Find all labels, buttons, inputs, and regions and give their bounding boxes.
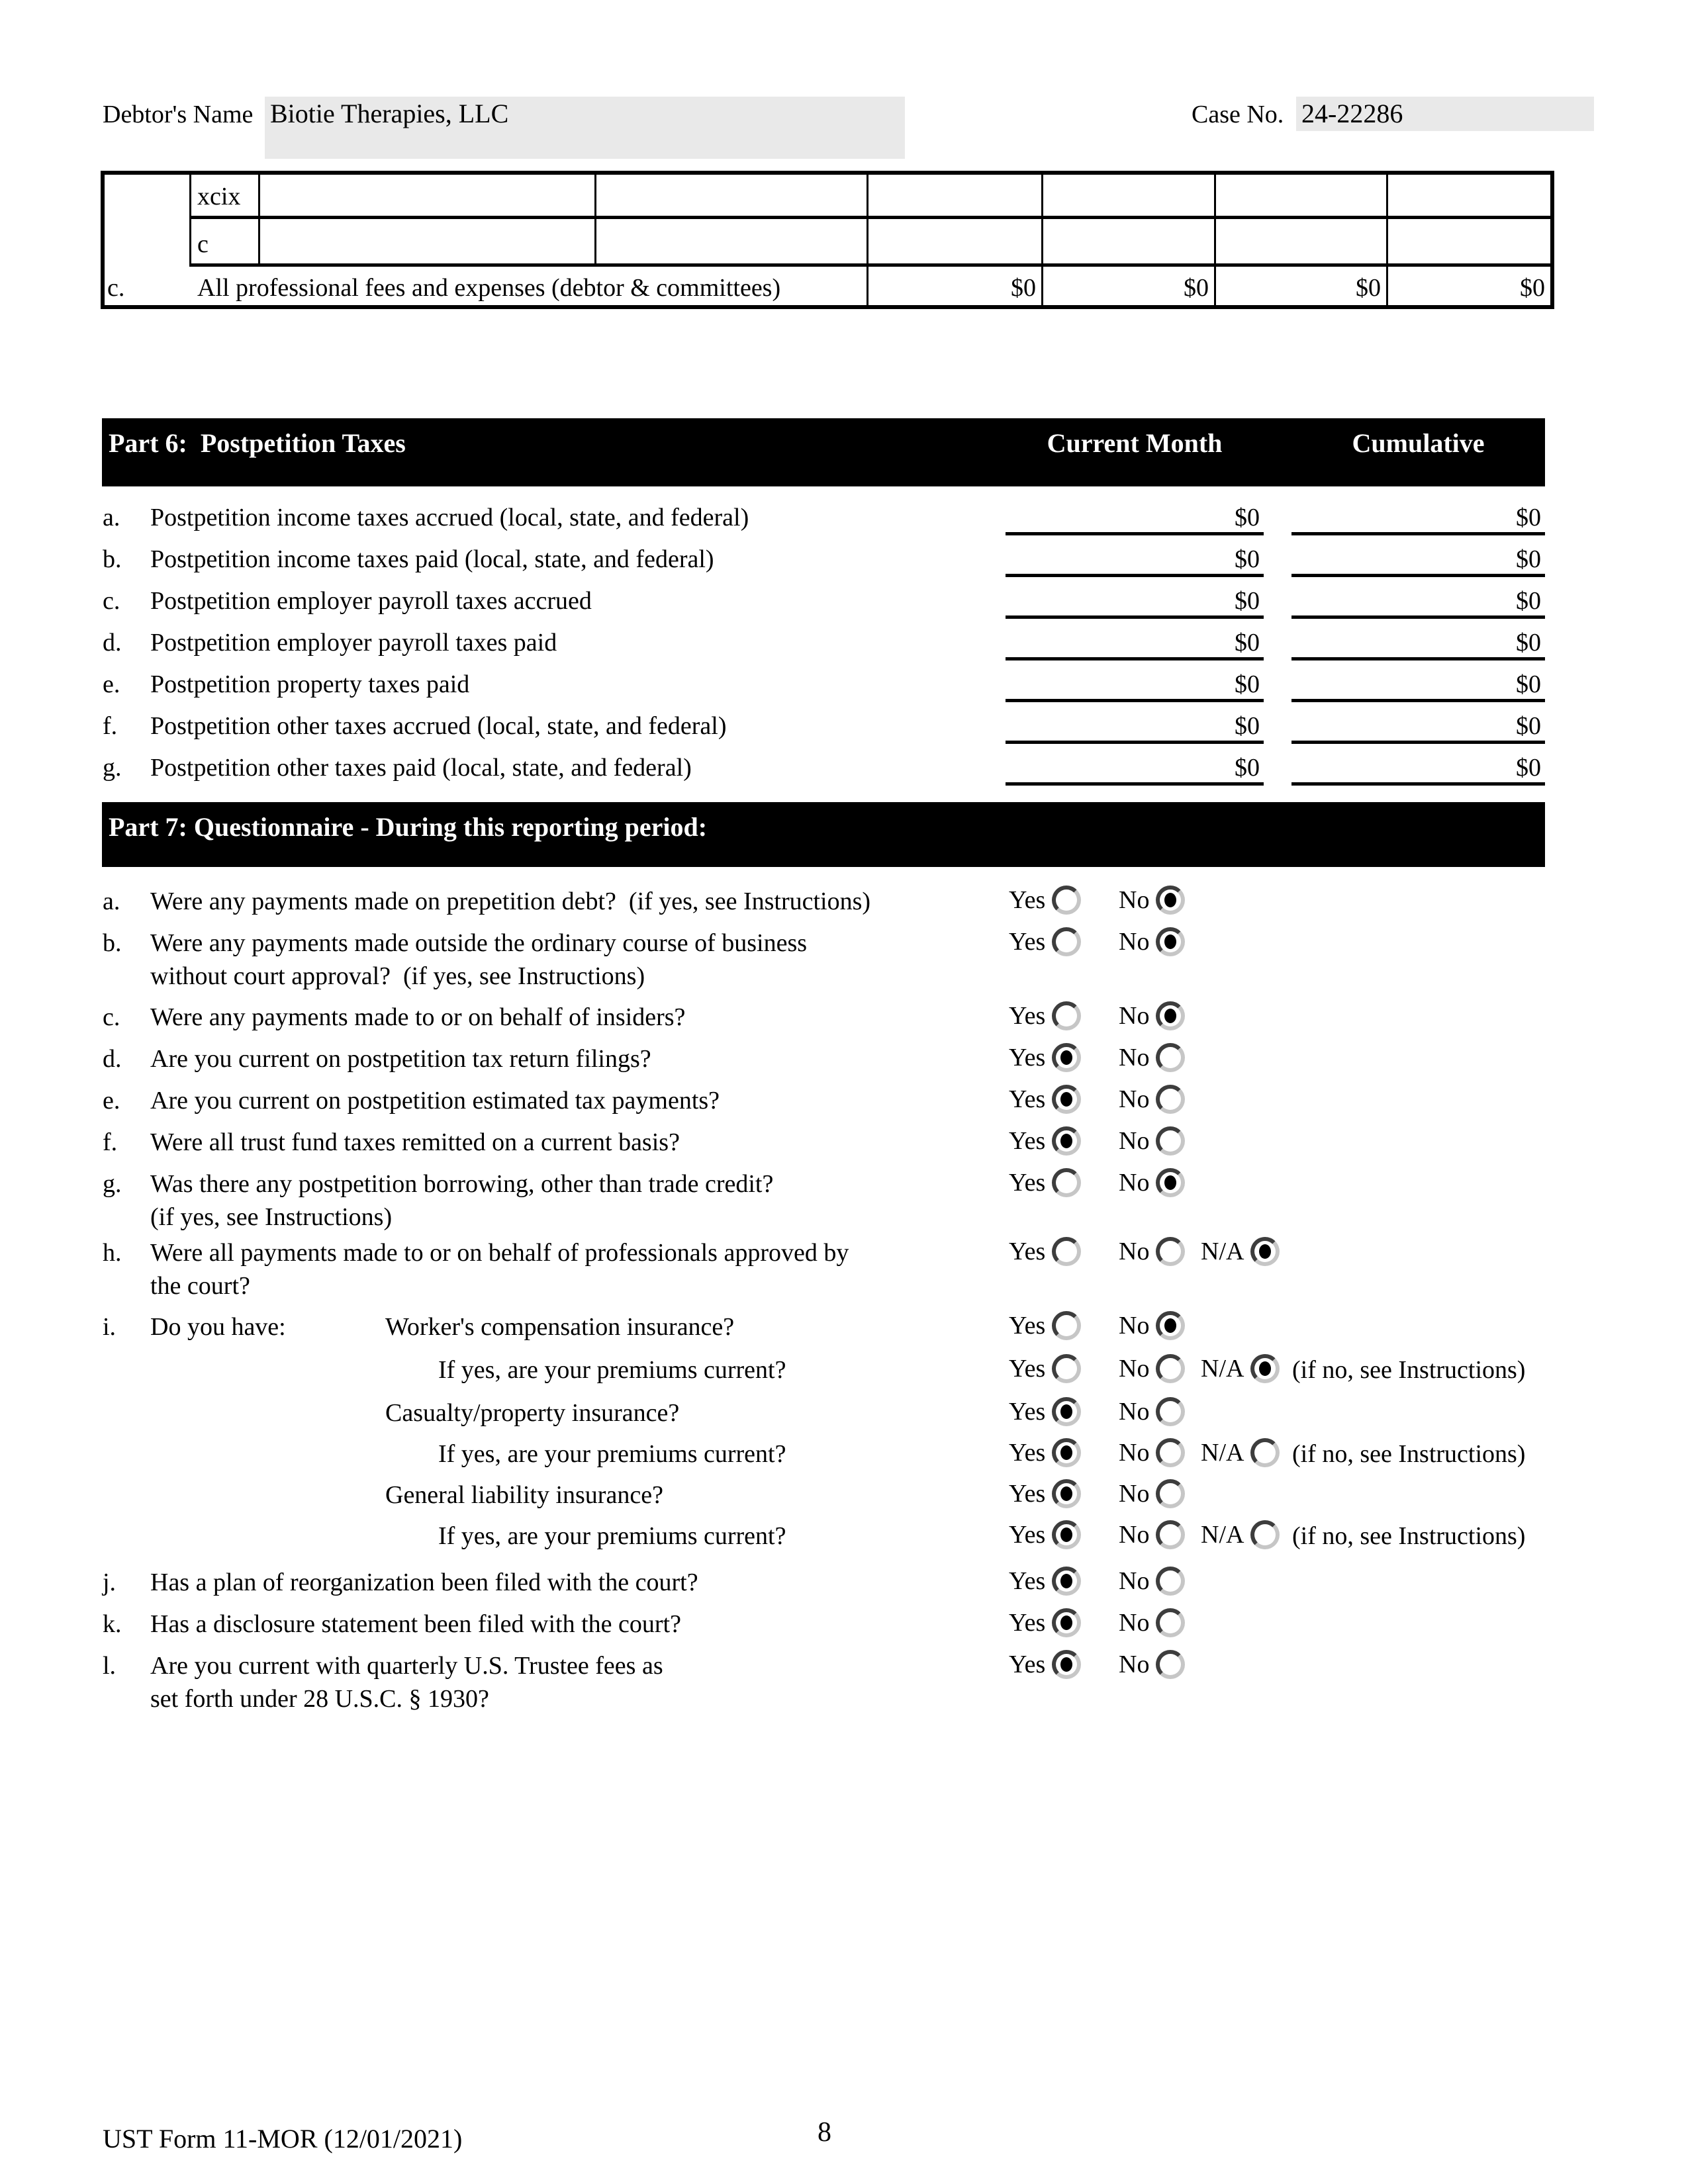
yes-label: Yes	[1009, 1439, 1046, 1467]
row-label: Postpetition other taxes paid (local, state, and federal)	[150, 754, 692, 782]
row-letter: e.	[103, 670, 120, 698]
debtor-name-label: Debtor's Name	[103, 101, 254, 128]
question-text: If yes, are your premiums current?	[438, 1522, 786, 1550]
yes-label: Yes	[1009, 1651, 1046, 1678]
yes-label: Yes	[1009, 1085, 1046, 1113]
radio-na[interactable]	[1250, 1438, 1280, 1467]
question-text: Are you current with quarterly U.S. Trustee fees as	[150, 1652, 663, 1680]
radio-yes[interactable]	[1052, 1479, 1081, 1508]
form-id: UST Form 11-MOR (12/01/2021)	[103, 2124, 463, 2154]
no-label: No	[1119, 1355, 1150, 1383]
row-letter: f.	[103, 712, 118, 740]
no-label: No	[1119, 1609, 1150, 1637]
row-label: Postpetition other taxes accrued (local, state, and federal)	[150, 712, 727, 740]
question-text: Casualty/property insurance?	[385, 1399, 680, 1427]
row-letter: c.	[103, 587, 120, 615]
question-letter: h.	[103, 1239, 122, 1267]
radio-yes[interactable]	[1052, 1085, 1081, 1114]
yes-label: Yes	[1009, 928, 1046, 956]
radio-no[interactable]	[1156, 1479, 1185, 1508]
radio-no[interactable]	[1156, 1237, 1185, 1266]
yes-label: Yes	[1009, 1169, 1046, 1197]
radio-yes[interactable]	[1052, 886, 1081, 915]
radio-na[interactable]	[1250, 1354, 1280, 1383]
question-text: Was there any postpetition borrowing, other than trade credit?	[150, 1170, 774, 1198]
if-no-note: (if no, see Instructions)	[1292, 1356, 1526, 1384]
table-divider	[189, 216, 1550, 219]
fees-summary-letter: c.	[107, 274, 125, 302]
if-no-note: (if no, see Instructions)	[1292, 1522, 1526, 1550]
yes-label: Yes	[1009, 1567, 1046, 1595]
yes-label: Yes	[1009, 1044, 1046, 1071]
radio-yes[interactable]	[1052, 1237, 1081, 1266]
yes-label: Yes	[1009, 886, 1046, 914]
radio-yes[interactable]	[1052, 1438, 1081, 1467]
professional-fees-table	[101, 171, 1554, 309]
table-divider	[189, 175, 191, 267]
row-label: Postpetition property taxes paid	[150, 670, 470, 698]
yes-label: Yes	[1009, 1002, 1046, 1030]
part6-f-current[interactable]: $0	[1006, 709, 1264, 744]
radio-yes[interactable]	[1052, 1354, 1081, 1383]
question-text: Were any payments made to or on behalf of insiders?	[150, 1003, 686, 1031]
question-text: Worker's compensation insurance?	[385, 1313, 735, 1341]
radio-yes[interactable]	[1052, 1650, 1081, 1679]
part6-b-current[interactable]: $0	[1006, 543, 1264, 577]
radio-na[interactable]	[1250, 1520, 1280, 1549]
radio-no[interactable]	[1156, 1397, 1185, 1426]
row-label: Postpetition income taxes paid (local, state, and federal)	[150, 545, 714, 573]
na-label: N/A	[1201, 1355, 1244, 1383]
fees-row-label-c: c	[197, 230, 209, 258]
question-letter: c.	[103, 1003, 120, 1031]
question-letter: f.	[103, 1128, 118, 1156]
part6-d-current[interactable]: $0	[1006, 626, 1264, 660]
radio-no[interactable]	[1156, 1520, 1185, 1549]
part6-header-bar	[102, 418, 1545, 486]
radio-no[interactable]	[1156, 1043, 1185, 1072]
row-letter: g.	[103, 754, 122, 782]
question-letter: a.	[103, 887, 120, 915]
question-letter: g.	[103, 1170, 122, 1198]
part6-column-cumulative: Cumulative	[1352, 428, 1485, 458]
na-label: N/A	[1201, 1521, 1244, 1549]
yes-label: Yes	[1009, 1521, 1046, 1549]
if-no-note: (if no, see Instructions)	[1292, 1440, 1526, 1468]
part6-a-current[interactable]: $0	[1006, 501, 1264, 535]
radio-yes[interactable]	[1052, 1126, 1081, 1156]
part6-title: Part 6: Postpetition Taxes	[109, 428, 406, 458]
part6-b-cumulative[interactable]: $0	[1291, 543, 1545, 577]
question-letter: b.	[103, 929, 122, 957]
fees-value-1[interactable]: $0	[1011, 274, 1036, 302]
na-label: N/A	[1201, 1238, 1244, 1265]
fees-value-4[interactable]: $0	[1520, 274, 1545, 302]
radio-no[interactable]	[1156, 886, 1185, 915]
yes-label: Yes	[1009, 1127, 1046, 1155]
question-text: Has a disclosure statement been filed with the court?	[150, 1610, 681, 1638]
radio-yes[interactable]	[1052, 1168, 1081, 1197]
radio-no[interactable]	[1156, 1001, 1185, 1030]
case-number-field[interactable]	[1296, 97, 1594, 131]
no-label: No	[1119, 1312, 1150, 1340]
radio-no[interactable]	[1156, 1608, 1185, 1637]
radio-yes[interactable]	[1052, 1001, 1081, 1030]
yes-label: Yes	[1009, 1398, 1046, 1426]
radio-no[interactable]	[1156, 1126, 1185, 1156]
radio-no[interactable]	[1156, 1438, 1185, 1467]
yes-label: Yes	[1009, 1355, 1046, 1383]
question-letter: i.	[103, 1313, 117, 1341]
case-number-value: 24-22286	[1301, 99, 1403, 128]
question-text: (if yes, see Instructions)	[150, 1203, 393, 1231]
part6-column-current-month: Current Month	[1047, 428, 1223, 458]
no-label: No	[1119, 1238, 1150, 1265]
no-label: No	[1119, 1127, 1150, 1155]
radio-no[interactable]	[1156, 1311, 1185, 1340]
part6-g-cumulative[interactable]: $0	[1291, 751, 1545, 786]
question-text: Are you current on postpetition tax return filings?	[150, 1045, 651, 1073]
case-number-label: Case No.	[1192, 101, 1284, 128]
row-label: Postpetition employer payroll taxes paid	[150, 629, 557, 657]
radio-no[interactable]	[1156, 1567, 1185, 1596]
no-label: No	[1119, 928, 1150, 956]
row-letter: b.	[103, 545, 122, 573]
radio-yes[interactable]	[1052, 1567, 1081, 1596]
fees-value-2[interactable]: $0	[1184, 274, 1209, 302]
no-label: No	[1119, 1439, 1150, 1467]
radio-yes[interactable]	[1052, 927, 1081, 956]
no-label: No	[1119, 1521, 1150, 1549]
radio-no[interactable]	[1156, 1650, 1185, 1679]
no-label: No	[1119, 1002, 1150, 1030]
question-text: If yes, are your premiums current?	[438, 1356, 786, 1384]
na-label: N/A	[1201, 1439, 1244, 1467]
question-text: without court approval? (if yes, see Instructions)	[150, 962, 645, 990]
radio-yes[interactable]	[1052, 1311, 1081, 1340]
yes-label: Yes	[1009, 1238, 1046, 1265]
question-text: Were all payments made to or on behalf of professionals approved by	[150, 1239, 849, 1267]
no-label: No	[1119, 1567, 1150, 1595]
part6-d-cumulative[interactable]: $0	[1291, 626, 1545, 660]
radio-no[interactable]	[1156, 1085, 1185, 1114]
question-text: set forth under 28 U.S.C. § 1930?	[150, 1685, 489, 1713]
radio-no[interactable]	[1156, 927, 1185, 956]
part6-e-cumulative[interactable]: $0	[1291, 668, 1545, 702]
question-text: Has a plan of reorganization been filed with the court?	[150, 1569, 698, 1596]
no-label: No	[1119, 1085, 1150, 1113]
radio-no[interactable]	[1156, 1354, 1185, 1383]
row-label: Postpetition income taxes accrued (local, state, and federal)	[150, 504, 749, 531]
question-text: Are you current on postpetition estimated tax payments?	[150, 1087, 720, 1115]
question-text: Were all trust fund taxes remitted on a current basis?	[150, 1128, 680, 1156]
question-letter: k.	[103, 1610, 122, 1638]
question-letter: d.	[103, 1045, 122, 1073]
question-prefix: Do you have:	[150, 1313, 286, 1341]
table-divider	[189, 263, 1550, 267]
radio-na[interactable]	[1250, 1237, 1280, 1266]
yes-label: Yes	[1009, 1480, 1046, 1508]
question-text: Were any payments made outside the ordinary course of business	[150, 929, 808, 957]
table-divider	[594, 175, 596, 267]
question-text: If yes, are your premiums current?	[438, 1440, 786, 1468]
row-letter: d.	[103, 629, 122, 657]
question-text: Were any payments made on prepetition debt? (if yes, see Instructions)	[150, 887, 871, 915]
radio-yes[interactable]	[1052, 1608, 1081, 1637]
question-letter: l.	[103, 1652, 117, 1680]
radio-no[interactable]	[1156, 1168, 1185, 1197]
no-label: No	[1119, 1398, 1150, 1426]
yes-label: Yes	[1009, 1312, 1046, 1340]
radio-yes[interactable]	[1052, 1043, 1081, 1072]
fees-row-label-xcix: xcix	[197, 183, 241, 210]
part6-c-cumulative[interactable]: $0	[1291, 584, 1545, 619]
part6-f-cumulative[interactable]: $0	[1291, 709, 1545, 744]
no-label: No	[1119, 1044, 1150, 1071]
row-letter: a.	[103, 504, 120, 531]
part6-e-current[interactable]: $0	[1006, 668, 1264, 702]
no-label: No	[1119, 1169, 1150, 1197]
yes-label: Yes	[1009, 1609, 1046, 1637]
radio-yes[interactable]	[1052, 1397, 1081, 1426]
row-label: Postpetition employer payroll taxes accrued	[150, 587, 592, 615]
part6-g-current[interactable]: $0	[1006, 751, 1264, 786]
part6-a-cumulative[interactable]: $0	[1291, 501, 1545, 535]
no-label: No	[1119, 1480, 1150, 1508]
question-text: the court?	[150, 1272, 250, 1300]
radio-yes[interactable]	[1052, 1520, 1081, 1549]
page-number: 8	[818, 2117, 831, 2148]
question-text: General liability insurance?	[385, 1481, 663, 1509]
part7-title: Part 7: Questionnaire - During this reporting period:	[109, 812, 708, 842]
no-label: No	[1119, 886, 1150, 914]
debtor-name-value: Biotie Therapies, LLC	[270, 99, 509, 128]
part6-c-current[interactable]: $0	[1006, 584, 1264, 619]
debtor-name-field[interactable]	[265, 97, 905, 159]
question-letter: j.	[103, 1569, 117, 1596]
fees-summary-label: All professional fees and expenses (debtor & committees)	[197, 274, 781, 302]
table-divider	[258, 175, 260, 267]
question-letter: e.	[103, 1087, 120, 1115]
fees-value-3[interactable]: $0	[1356, 274, 1381, 302]
no-label: No	[1119, 1651, 1150, 1678]
part7-header-bar	[102, 802, 1545, 867]
